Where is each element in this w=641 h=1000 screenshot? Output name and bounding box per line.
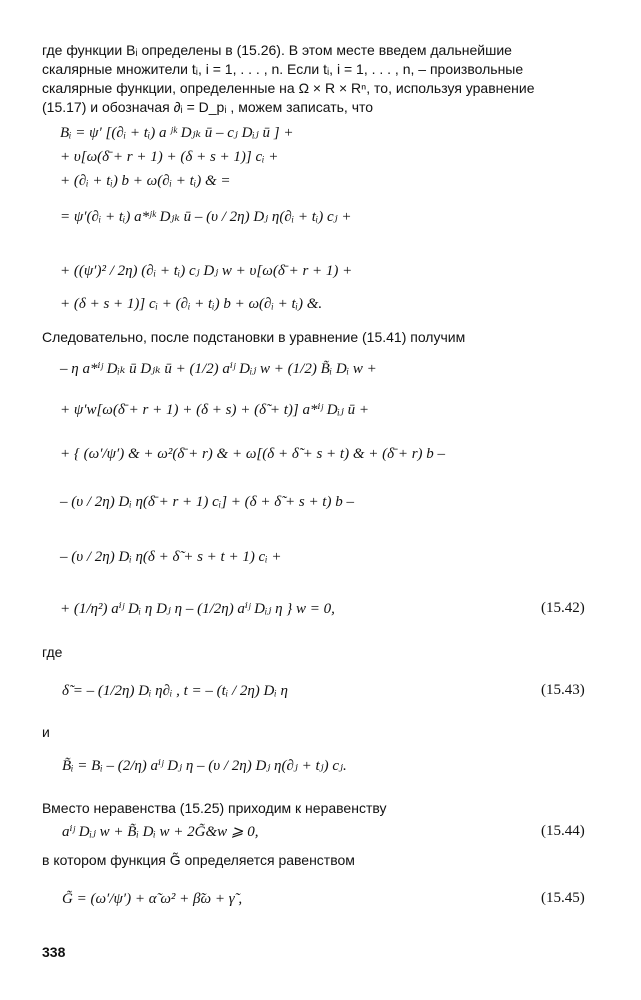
eq-1542-line-1: – η a*ⁱʲ Dᵢₖ ū Dⱼₖ ū + (1/2) aⁱʲ Dᵢⱼ w + (1/2) B̃ᵢ Dᵢ w + xyxy=(60,361,377,377)
eq-b-line-6: + (δ + s + 1)] cᵢ + (∂ᵢ + tᵢ) b + ω(∂ᵢ + tᵢ) &. xyxy=(60,296,323,312)
g-tilde-definition-text: в котором функция G̃ определяется равенством xyxy=(42,852,355,868)
eq-1542-line-2: + ψ′w[ω(δ̄ + r + 1) + (δ + s) + (δ̃ + t)] a*ⁱʲ Dᵢⱼ ū + xyxy=(60,402,369,418)
instead-text: Вместо неравенства (15.25) приходим к неравенству xyxy=(42,800,387,816)
intro-line-4: (15.17) и обозначая ∂ᵢ = D_pᵢ , можем записать, что xyxy=(42,99,374,115)
equation-number-1542: (15.42) xyxy=(541,600,585,616)
eq-1545: G̃ = (ω′/ψ′) + α̃ ω² + β̃ω + γ̃ , xyxy=(62,891,243,907)
after-substitution-text: Следовательно, после подстановки в уравнение (15.41) получим xyxy=(42,329,466,345)
eq-1542-line-4: – (υ / 2η) Dᵢ η(δ̄ + r + 1) cᵢ] + (δ + δ̃ + s + t) b – xyxy=(60,494,354,510)
eq-1543: δ̃ = – (1/2η) Dᵢ η∂ᵢ , t = – (tᵢ / 2η) Dᵢ η xyxy=(62,683,288,699)
eq-1542-line-5: – (υ / 2η) Dᵢ η(δ + δ̃ + s + t + 1) cᵢ + xyxy=(60,549,282,565)
eq-b-line-5: + ((ψ′)² / 2η) (∂ᵢ + tᵢ) cⱼ Dⱼ w + υ[ω(δ̄ + r + 1) + xyxy=(60,263,353,279)
intro-line-3: скалярные функции, определенные на Ω × R × Rⁿ, то, используя уравнение xyxy=(42,80,535,96)
equation-number-1544: (15.44) xyxy=(541,823,585,839)
equation-number-1543: (15.43) xyxy=(541,682,585,698)
eq-b-line-1: Bᵢ = ψ′ [(∂ᵢ + tᵢ) a ʲᵏ Dⱼₖ ū – cⱼ Dᵢⱼ ū ] + xyxy=(60,125,294,141)
eq-b-line-3: + (∂ᵢ + tᵢ) b + ω(∂ᵢ + tᵢ) & = xyxy=(60,173,231,189)
intro-line-2: скалярные множители tᵢ, i = 1, . . . , n. Если tᵢ, i = 1, . . . , n, – произвольные xyxy=(42,61,524,77)
eq-b-tilde: B̃ᵢ = Bᵢ – (2/η) aⁱʲ Dⱼ η – (υ / 2η) Dⱼ η(∂ⱼ + tⱼ) cⱼ. xyxy=(62,758,347,774)
eq-b-line-4: = ψ′(∂ᵢ + tᵢ) a*ʲᵏ Dⱼₖ ū – (υ / 2η) Dⱼ η(∂ᵢ + tᵢ) cⱼ + xyxy=(60,209,352,225)
and-label: и xyxy=(42,724,50,740)
equation-number-1545: (15.45) xyxy=(541,890,585,906)
page-number: 338 xyxy=(42,944,66,960)
eq-1542-line-6: + (1/η²) aⁱʲ Dᵢ η Dⱼ η – (1/2η) aⁱʲ Dᵢⱼ η } w = 0, xyxy=(60,601,335,617)
eq-1542-line-3: + { (ω′/ψ′) & + ω²(δ̄ + r) & + ω[(δ + δ̃ + s + t) & + (δ̄ + r) b – xyxy=(60,446,446,462)
where-label: где xyxy=(42,644,63,660)
eq-b-line-2: + υ[ω(δ̄ + r + 1) + (δ + s + 1)] cᵢ + xyxy=(60,149,279,165)
intro-line-1: где функции Bᵢ определены в (15.26). В этом месте введем дальнейшие xyxy=(42,42,512,58)
eq-1544: aⁱʲ Dᵢⱼ w + B̃ᵢ Dᵢ w + 2G̃&w ⩾ 0, xyxy=(62,824,259,840)
